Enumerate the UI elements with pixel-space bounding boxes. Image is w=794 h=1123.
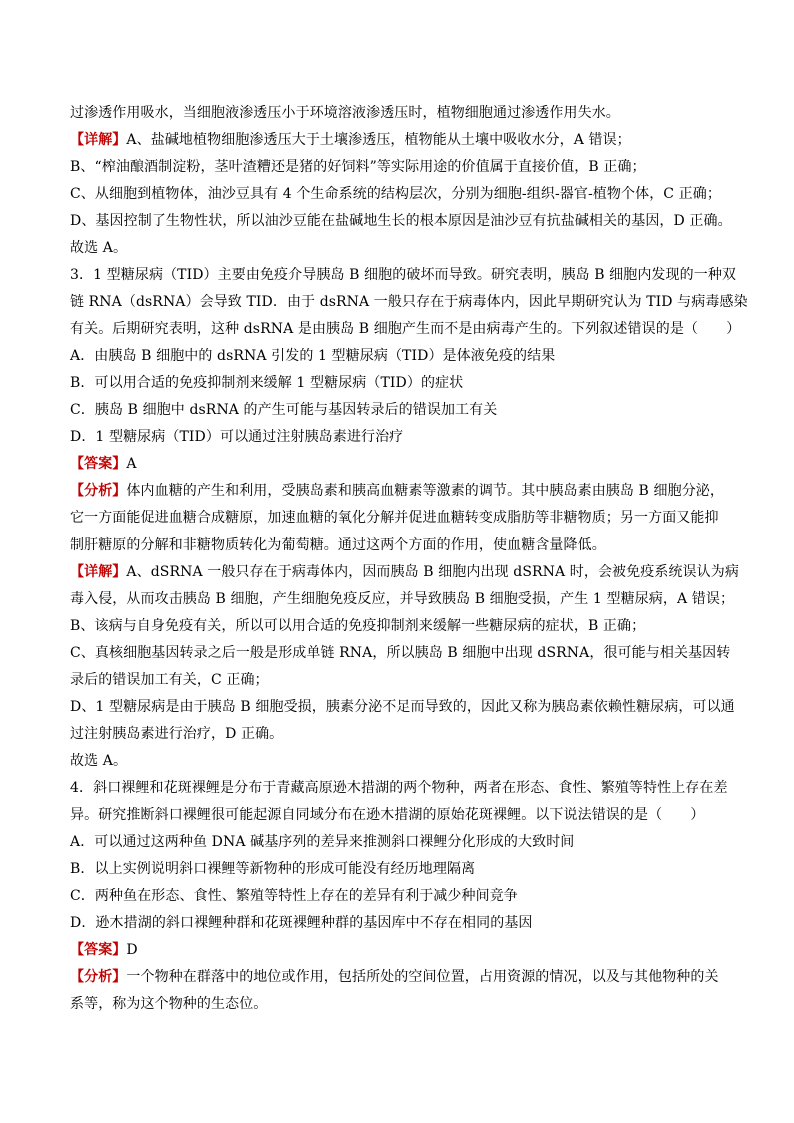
line-text: D．逊木措湖的斜口裸鲤种群和花斑裸鲤种群的基因库中不存在相同的基因 [70,915,533,931]
text-line [70,775,730,802]
document-body [70,100,748,1018]
text-line [70,208,730,235]
line-text: B．以上实例说明斜口裸鲤等新物种的形成可能没有经历地理隔离 [70,861,476,877]
line-text: D、基因控制了生物性状，所以油沙豆能在盐碱地生长的根本原因是油沙豆有抗盐碱相关的基因，D 正确。 [70,213,732,229]
text-line [70,505,730,532]
text-line [70,802,730,829]
text-line [70,370,730,397]
line-text: 一个物种在群落中的地位或作用，包括所处的空间位置，占用资源的情况，以及与其他物种的关 [126,969,719,985]
text-line [70,289,748,316]
line-text: A．可以通过这两种鱼 DNA 碱基序列的差异来推测斜口裸鲤分化形成的大致时间 [70,834,575,850]
text-line [70,829,730,856]
line-text: 4．斜口裸鲤和花斑裸鲤是分布于青藏高原逊木措湖的两个物种，两者在形态、食性、繁殖等特性上存在差 [70,780,728,796]
line-text: C．两种鱼在形态、食性、繁殖等特性上存在的差异有利于减少种间竞争 [70,888,518,904]
text-line [70,748,730,775]
text-line [70,694,735,721]
section-tag: 【详解】 [70,564,127,580]
line-text: B、该病与自身免疫有关，所以可以用合适的免疫抑制剂来缓解一些糖尿病的症状，B 正确； [70,618,646,634]
line-text: 故选 A。 [70,753,128,769]
line-text: A、盐碱地植物细胞渗透压大于土壤渗透压，植物能从土壤中吸收水分，A 错误； [126,132,631,148]
text-line [70,613,730,640]
section-tag: 【答案】 [70,456,127,472]
line-text: 录后的错误加工有关，C 正确； [70,672,269,688]
line-text: 故选 A。 [70,240,128,256]
line-text: D [126,942,138,958]
section-tag: 【分析】 [70,483,127,499]
line-text: 链 RNA（dsRNA）会导致 TID．由于 dsRNA 一般只存在于病毒体内，因此早期研究认为 TID 与病毒感染 [70,294,748,310]
section-tag: 【答案】 [70,942,127,958]
text-line [70,154,730,181]
line-text: B．可以用合适的免疫抑制剂来缓解 1 型糖尿病（TID）的症状 [70,375,464,391]
line-text: D、1 型糖尿病是由于胰岛 B 细胞受损，胰素分泌不足而导致的，因此又称为胰岛素依赖性糖尿病，可以通 [70,699,735,715]
text-line [70,451,730,478]
text-line [70,586,735,613]
text-line [70,181,730,208]
text-line [70,316,741,343]
text-line [70,262,737,289]
line-text: 异。研究推断斜口裸鲤很可能起源自同域分布在逊木措湖的原始花斑裸鲤。以下说法错误的是（ ） [70,807,705,823]
line-text: 毒入侵，从而攻击胰岛 B 细胞，产生细胞免疫反应，并导致胰岛 B 细胞受损，产生 1 型糖尿病，A 错误； [70,591,735,607]
text-line [70,559,739,586]
text-line [70,100,730,127]
text-line [70,937,730,964]
text-line [70,127,730,154]
section-tag: 【详解】 [70,132,127,148]
text-line [70,343,730,370]
text-line [70,397,730,424]
text-line [70,856,730,883]
line-text: 有关。后期研究表明，这种 dsRNA 是由胰岛 B 细胞产生而不是由病毒产生的。下列叙述错误的是（ ） [70,321,741,337]
text-line [70,478,730,505]
text-line [70,667,730,694]
line-text: A、dSRNA 一般只存在于病毒体内，因而胰岛 B 细胞内出现 dSRNA 时，会被免疫系统误认为病 [126,564,739,580]
text-line [70,991,730,1018]
text-line [70,883,730,910]
text-line [70,235,730,262]
line-text: D．1 型糖尿病（TID）可以通过注射胰岛素进行治疗 [70,429,404,445]
line-text: A．由胰岛 B 细胞中的 dsRNA 引发的 1 型糖尿病（TID）是体液免疫的结果 [70,348,556,364]
line-text: 3．1 型糖尿病（TID）主要由免疫介导胰岛 B 细胞的破坏而导致。研究表明，胰岛 B 细胞内发现的一种双 [70,267,737,283]
text-line [70,910,730,937]
line-text: 系等，称为这个物种的生态位。 [70,996,268,1012]
text-line [70,424,730,451]
line-text: C、真核细胞基因转录之后一般是形成单链 RNA，所以胰岛 B 细胞中出现 dSRNA，很可能与相关基因转 [70,645,731,661]
text-line [70,721,730,748]
line-text: 它一方面能促进血糖合成糖原，加速血糖的氧化分解并促进血糖转变成脂肪等非糖物质；另一方面又能抑 [70,510,719,526]
section-tag: 【分析】 [70,969,127,985]
text-line [70,532,730,559]
line-text: C．胰岛 B 细胞中 dsRNA 的产生可能与基因转录后的错误加工有关 [70,402,498,418]
line-text: 制肝糖原的分解和非糖物质转化为葡萄糖。通过这两个方面的作用，使血糖含量降低。 [70,537,606,553]
line-text: B、“榨油酿酒制淀粉，茎叶渣糟还是猪的好饲料”等实际用途的价值属于直接价值，B 正确； [70,159,646,175]
text-line [70,640,730,667]
line-text: 过注射胰岛素进行治疗，D 正确。 [70,726,284,742]
line-text: 过渗透作用吸水，当细胞液渗透压小于环境溶液渗透压时，植物细胞通过渗透作用失水。 [70,105,620,121]
text-line [70,964,730,991]
line-text: C、从细胞到植物体，油沙豆具有 4 个生命系统的结构层次，分别为细胞-组织-器官-植物个体，C 正确； [70,186,721,202]
line-text: A [126,456,137,472]
line-text: 体内血糖的产生和利用，受胰岛素和胰高血糖素等激素的调节。其中胰岛素由胰岛 B 细胞分泌， [126,483,724,499]
